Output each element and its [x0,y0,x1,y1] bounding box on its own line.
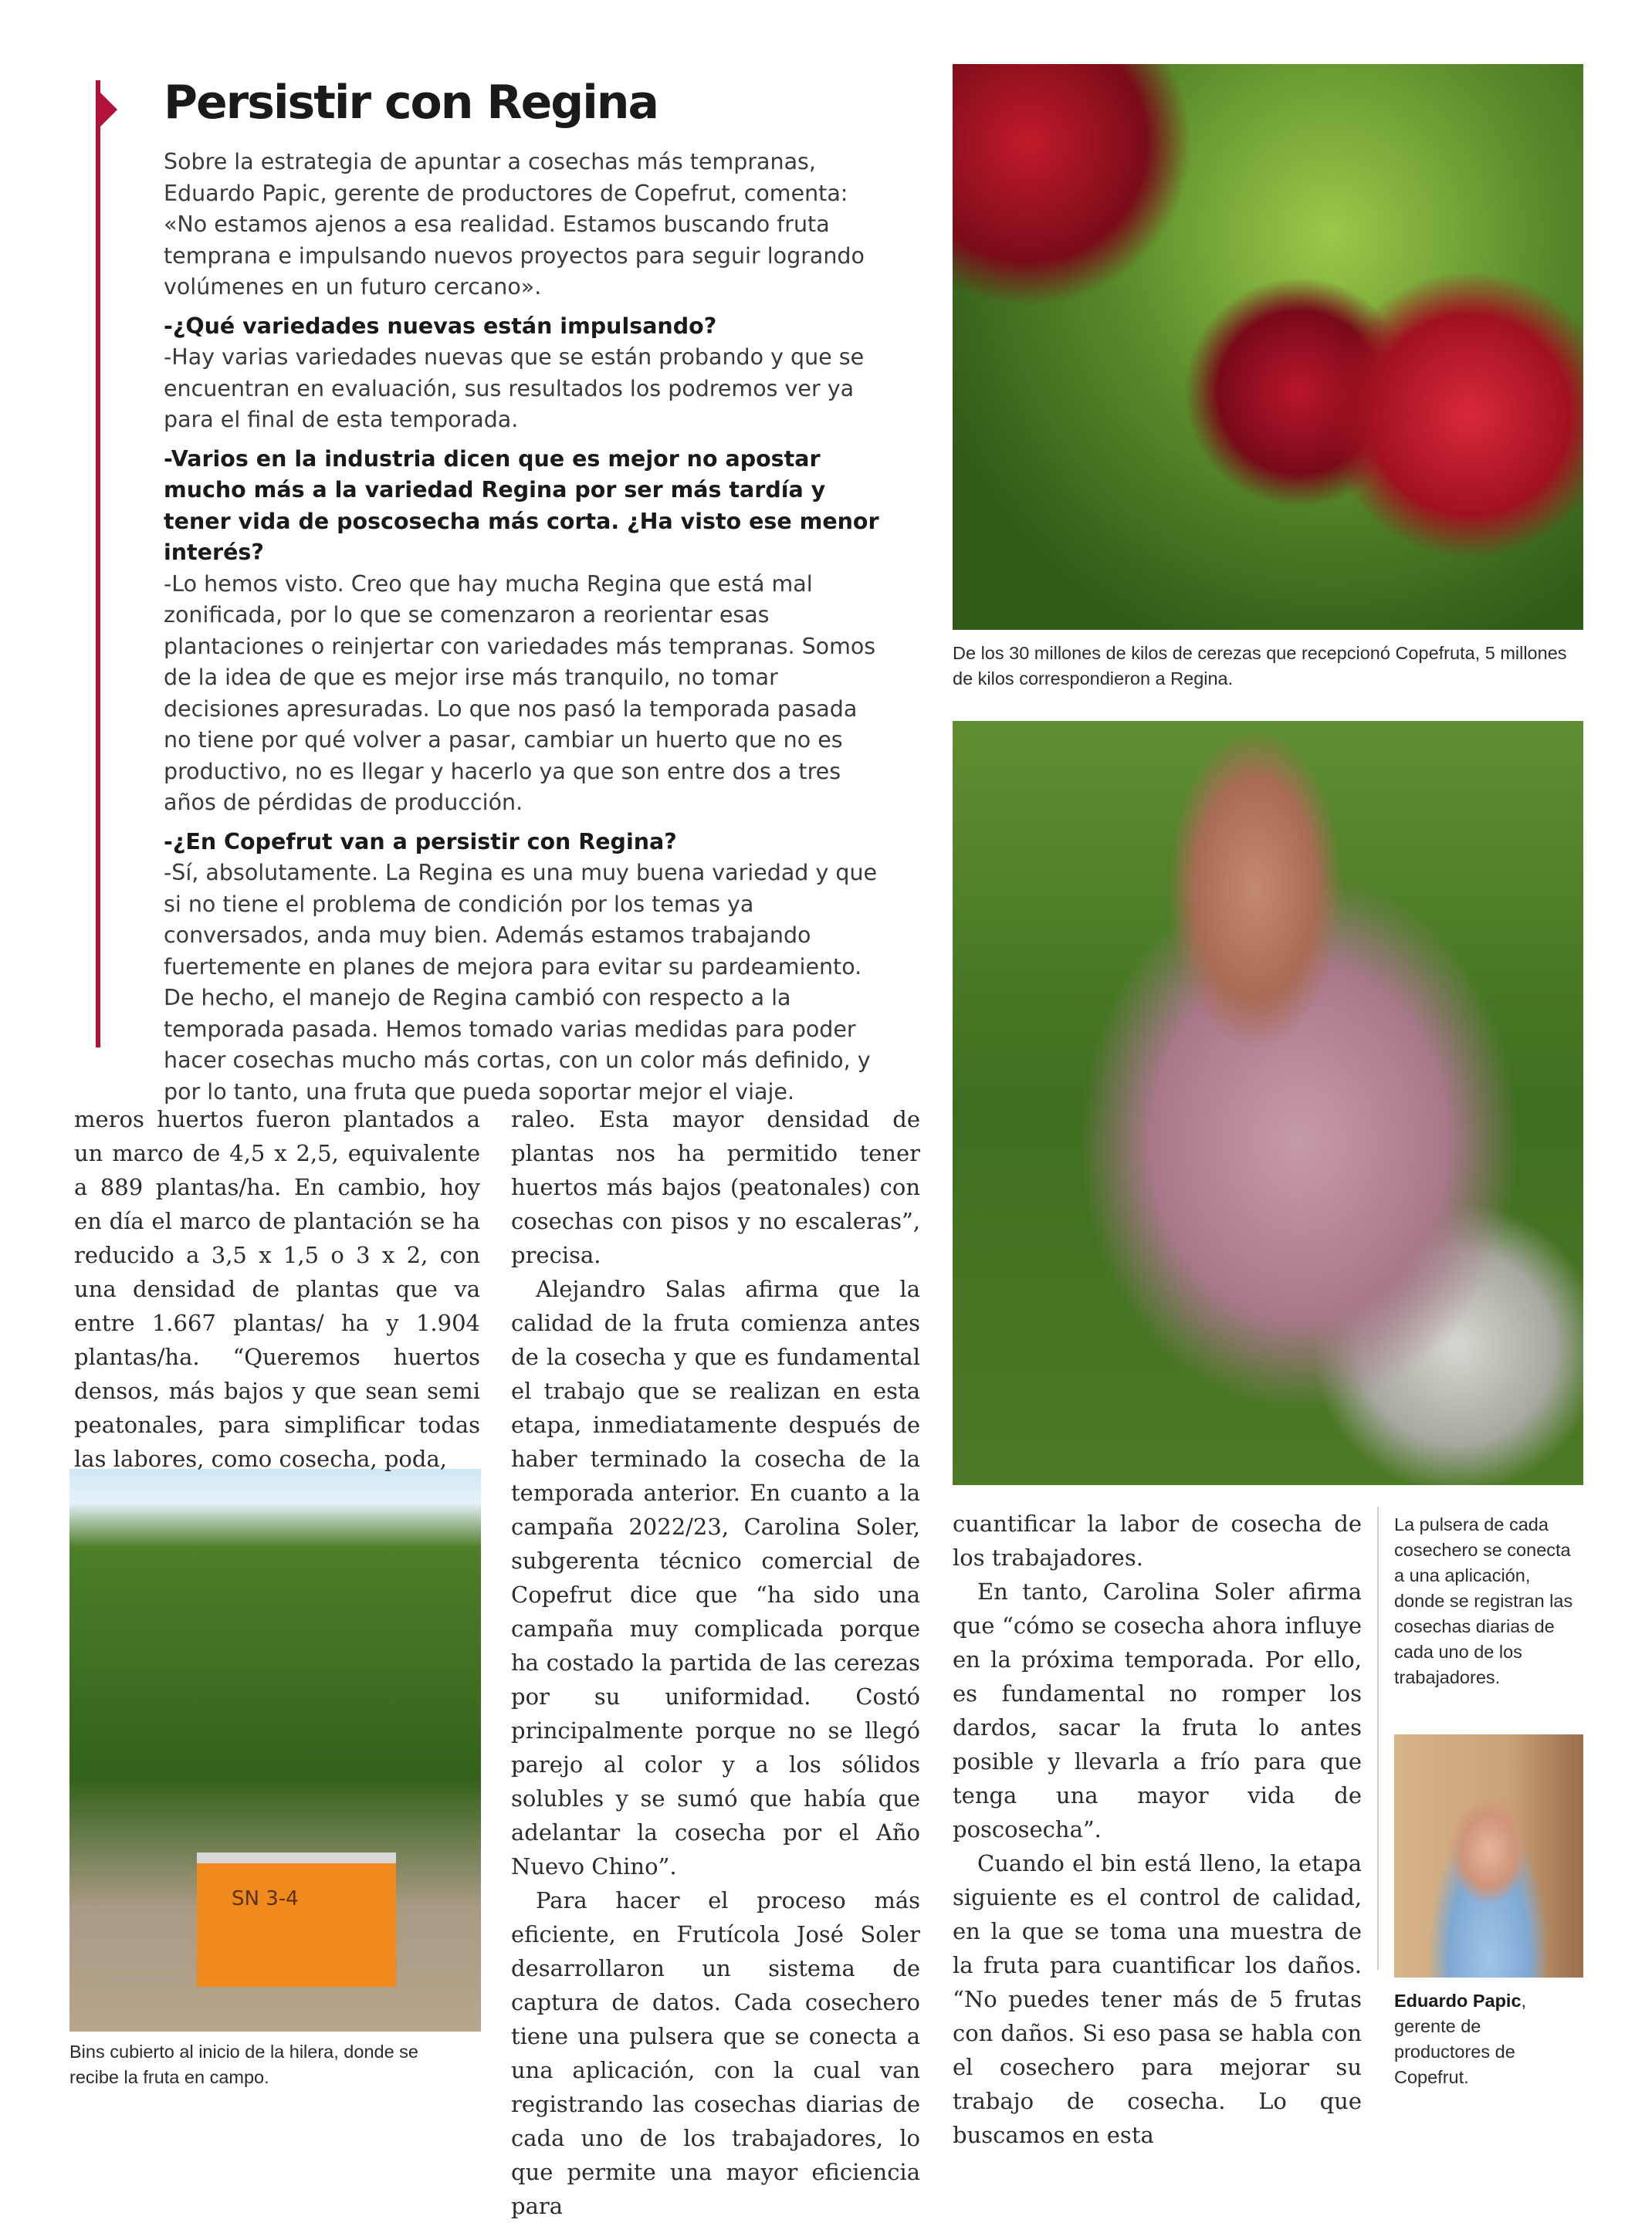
col2-paragraph-1: raleo. Esta mayor densidad de plantas nos ha permitido tener huertos más bajos (peatonales) con cosechas con pisos y no escaleras”, precisa. [511,1106,920,1268]
answer-3: -Sí, absolutamente. La Regina es una muy buena variedad y que si no tiene el problema de condición por los temas ya conversados, anda muy bien. Además estamos trabajando fuertemente en planes de mejora para evitar su pardeamiento. De hecho, el manejo de Regina cambió con respecto a la temporada pasada. Hemos tomado varias medidas para poder hacer cosechas mucho más cortas, con un color más definido, y por lo tanto, una fruta que pueda soportar mejor el viaje. [164,860,878,1105]
sidebar-intro: Sobre la estrategia de apuntar a cosechas más tempranas, Eduardo Papic, gerente de productores de Copefrut, comenta: «No estamos ajenos a esa realidad. Estamos buscando fruta temprana e impulsando nuevos proyectos para seguir logrando volúmenes en un futuro cercano». [164,149,865,299]
col3-paragraph-3: Cuando el bin está lleno, la etapa siguiente es el control de calidad, en la que se toma una muestra de la fruta para cuantificar los daños. “No puedes tener más de 5 frutas con daños. Si eso pasa se habla con el cosechero para mejorar su trabajo de cosecha. Lo que buscamos en esta [953,1850,1362,2148]
caption-divider [1377,1507,1379,1970]
answer-2: -Lo hemos visto. Creo que hay mucha Regina que está mal zonificada, por lo que se comenzaron a reorientar esas plantaciones o reinjertar con variedades más tempranas. Somos de la idea de que es mejor irse más tranquilo, no tomar decisiones apresuradas. Lo que nos pasó la temporada pasada no tiene por qué volver a pasar, cambiar un huerto que no es productivo, no es llegar y hacerlo ya que son entre dos a tres años de pérdidas de producción. [164,570,876,815]
portrait-name: Eduardo Papic [1394,1991,1522,2011]
col1-paragraph-1: meros huertos fueron plantados a un marco de 4,5 x 2,5, equivalente a 889 plantas/ha. En cambio, hoy en día el marco de plantación se ha reducido a 3,5 x 1,5 o 3 x 2, con una densidad de plantas que va entre 1.667 plantas/ ha y 1.904 plantas/ha. “Queremos huertos densos, más bajos y que sean semi peatonales, para simplificar todas las labores, como cosecha, poda, [74,1106,480,1472]
sidebar-accent-arrow [100,93,117,127]
col3-paragraph-2: En tanto, Carolina Soler afirma que “cómo se cosecha ahora influye en la próxima temporada. Por ello, es fundamental no romper los dardos, sacar la fruta lo antes posible y llevarla a frío para que tenga una mayor vida de poscosecha”. [953,1578,1362,1842]
cherries-caption: De los 30 millones de kilos de cerezas que recepcionó Copefruta, 5 millones de kilos correspondieron a Regina. [953,643,1567,689]
portrait-role: , gerente de productores de Copefrut. [1394,1991,1527,2087]
question-3: -¿En Copefrut van a persistir con Regina? [164,828,677,854]
harvest-bin-label: SN 3-4 [232,1887,299,1910]
col2-paragraph-2: Alejandro Salas afirma que la calidad de la fruta comienza antes de la cosecha y que es fundamental el trabajo que se realizan en esta etapa, inmediatamente después de haber terminado la cosecha de la temporada anterior. En cuanto a la campaña 2022/23, Carolina Soler, subgerenta técnico comercial de Copefrut dice que “ha sido una campaña muy complicada porque ha costado la partida de las cerezas por su uniformidad. Costó principalmente porque no se llegó parejo al color y a los sólidos solubles y se sumó que había que adelantar la cosecha por el Año Nuevo Chino”. [511,1276,920,1880]
col2-paragraph-3: Para hacer el proceso más eficiente, en Frutícola José Soler desarrollaron un sistema de captura de datos. Cada cosechero tiene una pulsera que se conecta a una aplicación, con la cual van registrando las cosechas diarias de cada uno de los trabajadores, lo que permite una mayor eficiencia para [511,1887,920,2219]
question-2: -Varios en la industria dicen que es mejor no apostar mucho más a la variedad Regina por ser más tardía y tener vida de poscosecha más corta. ¿Ha visto ese menor interés? [164,445,879,565]
question-1: -¿Qué variedades nuevas están impulsando? [164,313,717,339]
portrait-photo [1394,1734,1583,1978]
orchard-caption: Bins cubierto al inicio de la hilera, donde se recibe la fruta en campo. [69,2042,418,2087]
sidebar-interview [164,147,889,1115]
sidebar-title: Persistir con Regina [164,76,658,130]
cherries-photo [953,64,1583,630]
article-column-3 [953,1507,1362,2152]
answer-1: -Hay varias variedades nuevas que se están probando y que se encuentran en evaluación, sus resultados los podremos ver ya para el final de esta temporada. [164,344,865,432]
col3-paragraph-1: cuantificar la labor de cosecha de los trabajadores. [953,1511,1362,1571]
article-column-2 [511,1102,920,2223]
picker-caption: La pulsera de cada cosechero se conecta a una aplicación, donde se registran las cosechas diarias de cada uno de los trabajadores. [1394,1514,1573,1687]
portrait-caption [1394,1988,1579,2090]
harvest-bin [197,1852,396,1987]
article-column-1 [74,1102,480,1476]
sidebar-accent-bar [96,80,100,1047]
cherry-picker-photo [953,721,1583,1485]
